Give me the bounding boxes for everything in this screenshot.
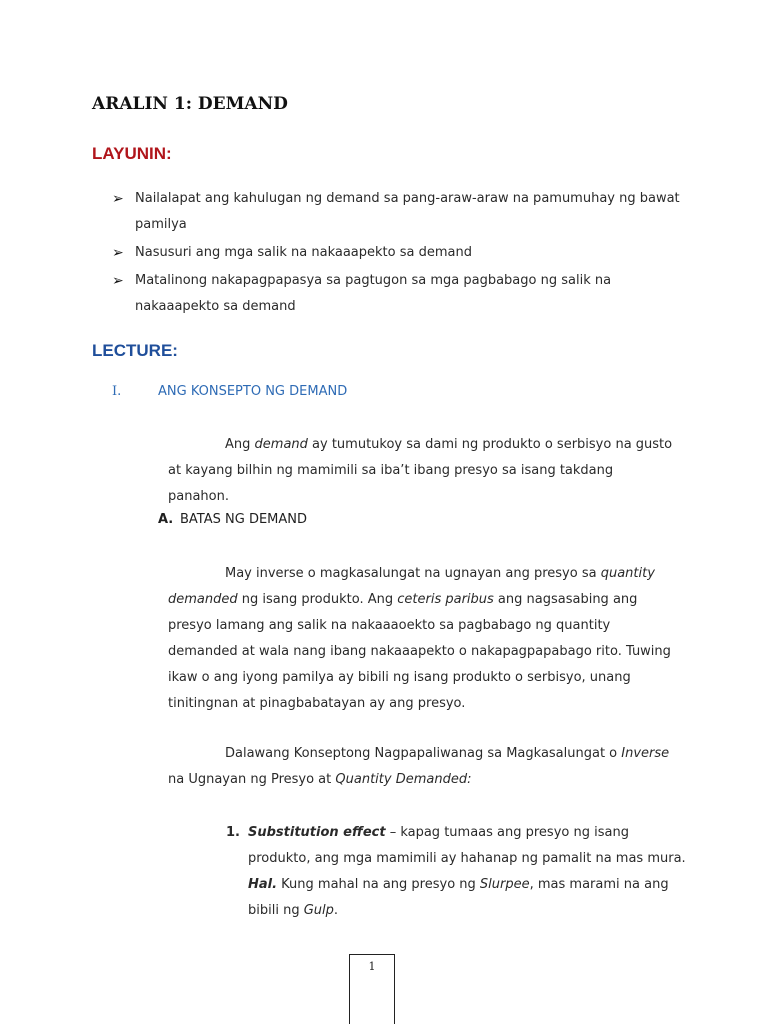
paragraph-term: Quantity Demanded: [335, 772, 472, 787]
paragraph-text: na Ugnayan ng Presyo at [168, 772, 336, 787]
example-text: . [333, 903, 339, 918]
arrowhead-bullet-icon: ➢ [112, 191, 124, 207]
objective-text: Matalinong nakapagpapasya sa pagtugon sa mga pagbabago ng salik na nakaaapekto sa demand [135, 273, 612, 314]
list-item [112, 268, 692, 320]
example-text: Kung mahal na ang presyo ng [277, 877, 480, 892]
paragraph-text: ay tumutukoy sa dami ng produkto o serbisyo na gusto at kayang bilhin ng mamimili sa iba’t ibang presyo sa isang takdang panahon. [168, 437, 673, 504]
paragraph-term: Inverse [621, 746, 670, 761]
example-label: Hal. [248, 877, 278, 892]
lesson-title: ARALIN 1: DEMAND [92, 94, 288, 114]
example-text: , mas marami na ang bibili ng [248, 877, 669, 918]
page-number: 1 [368, 960, 376, 973]
item-definition: – kapag tumaas ang presyo ng isang produkto, ang mga mamimili ay hahanap ng pamalit na mas mura. [248, 825, 686, 866]
objectives-list [112, 186, 692, 322]
list-item [112, 240, 692, 266]
subsection-label: A. [158, 512, 174, 527]
example-term: Slurpee [479, 877, 530, 892]
item-term: Substitution effect [248, 825, 386, 840]
paragraph-text: Dalawang Konseptong Nagpapaliwanag sa Magkasalungat o [225, 746, 622, 761]
objectives-heading: LAYUNIN: [92, 144, 172, 163]
subsection-title: BATAS NG DEMAND [180, 512, 308, 527]
objective-text: Nasusuri ang mga salik na nakaaapekto sa demand [135, 245, 472, 260]
objective-text: Nailalapat ang kahulugan ng demand sa pang-araw-araw na pamumuhay ng bawat pamilya [135, 191, 680, 232]
example-term: Gulp [303, 903, 334, 918]
law-of-demand-paragraph [168, 561, 678, 717]
paragraph-term: demand [254, 437, 308, 452]
paragraph-term: ceteris paribus [397, 592, 494, 607]
item-body [248, 820, 686, 924]
paragraph-text: ang nagsasabing ang presyo lamang ang salik na nakaaaoekto sa pagbabago ng quantity demanded at wala nang ibang nakaaapekto o nakapagpapabago rito. Tuwing ikaw o ang iyong pamilya ay bibili ng isang produkto o serbisyo, unang tinitingnan at pinagbabatayan ay ang presyo. [168, 592, 671, 711]
section-title: ANG KONSEPTO NG DEMAND [158, 384, 348, 399]
paragraph-text: May inverse o magkasalungat na ugnayan ang presyo sa [225, 566, 601, 581]
list-item [112, 186, 692, 238]
numbered-item [226, 820, 686, 924]
paragraph-term: quantity demanded [168, 566, 655, 607]
item-number: 1. [226, 825, 240, 840]
paragraph-text: ng isang produkto. Ang [237, 592, 398, 607]
section-number: I. [112, 384, 122, 399]
paragraph-text: Ang [225, 437, 255, 452]
two-concepts-paragraph [168, 741, 678, 793]
subsection-heading [158, 512, 307, 527]
arrowhead-bullet-icon: ➢ [112, 273, 124, 289]
demand-definition-paragraph [168, 432, 678, 510]
lecture-heading: LECTURE: [92, 341, 178, 360]
page-number-box [349, 954, 395, 1024]
arrowhead-bullet-icon: ➢ [112, 245, 124, 261]
